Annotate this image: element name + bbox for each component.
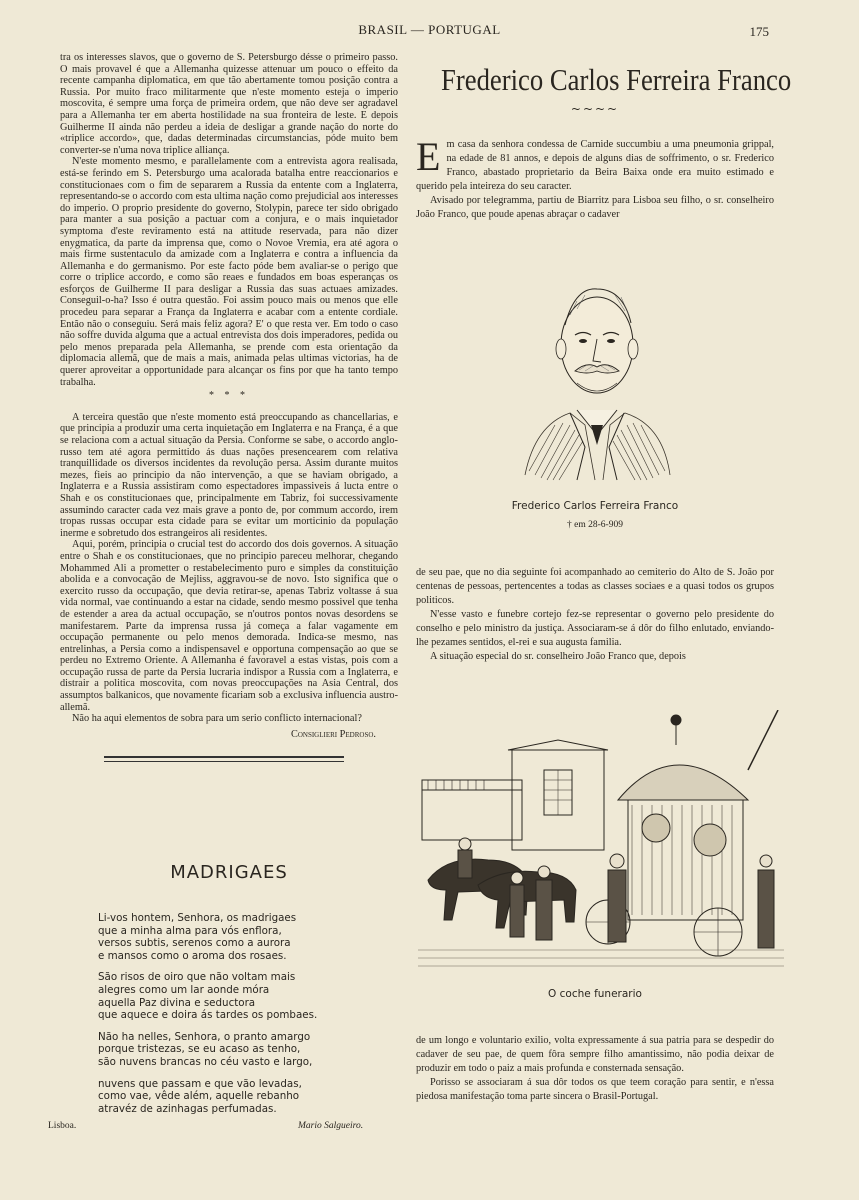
poem-line: como vae, vêde além, aquelle rebanho	[98, 1090, 300, 1103]
portrait-illustration	[515, 275, 680, 485]
poem-title: MADRIGAES	[170, 862, 288, 883]
poem-line: São risos de oiro que não voltam mais	[98, 971, 296, 984]
poem-stanza	[98, 971, 398, 1021]
poem-line: aquella Paz divina e seductora	[98, 996, 256, 1009]
article-paragraph: A terceira questão que n'este momento está preoccupando as chancellarias, e que principia a produzir uma certa inquietação em Inglaterra e na França, é a que se relaciona com a actual situação da Persia. Conforme se sabe, o accordo anglo-russo tem até agora permittido ás duas nações presencearem com relativa tranquillidade os diversos incidentes da revolução persa. Assim durante muitos mezes, fieis ao principio da não intervenção, a que se haviam obrigado, a Inglaterra e a Russia assistiram como espectadores impassiveis á lucta entre o Shah e os constitucionaes que, principalmente em Tabriz, foi successivamente assumindo caracter cada vez mais grave a ponto de, por commum accordo, irem tropas russas occupar esta cidade para se evitar um morticinio da população inerme e sobretudo dos estrangeiros ali residentes.	[60, 411, 398, 539]
article-paragraph: Não ha aqui elementos de sobra para um serio conflicto internacional?	[72, 713, 362, 725]
poem-author: Mario Salgueiro.	[298, 1121, 364, 1131]
poem-stanza	[98, 1031, 398, 1069]
portrait-caption: Frederico Carlos Ferreira Franco	[511, 500, 679, 512]
poem-line: versos subtis, serenos como a aurora	[98, 937, 291, 950]
poem-line: Li-vos hontem, Senhora, os madrigaes	[98, 912, 297, 924]
poem-line: alegres como um lar aonde móra	[98, 983, 270, 996]
divider-rule	[104, 761, 344, 762]
portrait-date: † em 28-6-909	[567, 520, 623, 530]
poem-line: que a minha alma para vós enflora,	[98, 924, 282, 937]
running-header: BRASIL — PORTUGAL	[358, 22, 501, 37]
title-ornament: ~~~~	[570, 102, 620, 116]
article-paragraph: de seu pae, que no dia seguinte foi acompanhado ao cemiterio do Alto de S. João por centenas de pessoas, pertencentes a todas as classes sociaes e a quasi todos os grupos politicos.	[416, 567, 774, 606]
right-column-article	[416, 52, 792, 222]
poem-line: e mansos como o aroma dos rosaes.	[98, 949, 287, 962]
article-title: Frederico Carlos Ferreira Franco	[441, 62, 792, 97]
article-paragraph: Avisado por telegramma, partiu de Biarritz para Lisboa seu filho, o sr. conselheiro João Franco, que poude apenas abraçar o cadaver	[416, 195, 774, 220]
poem-line: nuvens que passam e que vão levadas,	[98, 1077, 302, 1090]
poem-line: porque tristezas, se eu acaso as tenho,	[98, 1043, 301, 1056]
coach-caption: O coche funerario	[548, 988, 642, 1000]
poem	[98, 912, 398, 1124]
poem-line: Não ha nelles, Senhora, o pranto amargo	[98, 1030, 311, 1043]
poem-place: Lisboa.	[48, 1121, 77, 1131]
funeral-coach-engraving	[418, 710, 784, 972]
article-intro	[416, 134, 774, 222]
poem-line: são nuvens brancas no céu vasto e largo,	[98, 1055, 313, 1068]
portrait-engraving	[515, 275, 680, 485]
article-paragraph: m casa da senhora condessa de Carnide succumbiu a uma pneumonia grippal, na edade de 81 annos, e depois de alguns dias de soffrimento, o sr. Frederico Franco, abastado proprietario da Beira Baixa onde era muito estimado e querido pela inteireza do seu caracter.	[416, 139, 774, 192]
article-end	[416, 1034, 774, 1104]
section-separator: * * *	[209, 390, 249, 402]
left-column-article	[60, 52, 398, 762]
article-middle	[416, 566, 774, 664]
poem-line: que aquece e doira ás tardes os pombaes.	[98, 1009, 318, 1022]
article-paragraph: tra os interesses slavos, que o governo de S. Petersburgo désse o primeiro passo. O mais provavel é que a Allemanha quizesse attenuar um pouco o effeito da recente campanha diplomatica, em que tão abertamente tomou posição contra a Russia. Por muito fraco militarmente que n'este momento esteja o imperio moscovita, é sempre uma força de primeira ordem, que não deve ser agradavel para a Allemanha ter em aberta hostilidade na sua fronteira de leste. E depois Guilherme II ainda não perdeu a ideia de desligar a grande nação do norte do «triplice accordo», que, dadas determinadas circumstancias, póde muito bem converter-se n'uma nova triplice alliança.	[60, 52, 398, 156]
article-paragraph: N'este momento mesmo, e parallelamente com a entrevista agora realisada, está-se ferindo em S. Petersburgo uma acalorada batalha entre reaccionarios e constitucionaes com o fim de separarem a Russia da entente com a Inglaterra, representando-se o accordo com esta ultima nação como prejudicial aos interesses do imperio. O proprio presidente do governo, Stolypin, parece ter sido obrigado para manter a sua posição a pactuar com a conjura, e o mais inquietador symptoma d'este reviramento está na attitude reservada, para não dizer enygmatica, da parte da imprensa que, como o Novoe Vremia, era até agora o mais firme sustentaculo da amizade com a Inglaterra e contra a influencia da Allemanha e do germanismo. Por este facto póde bem avaliar-se o perigo que corre o triplice accordo, e como são reaes e fundados em boas esperanças os esforços de Guilherme II para desligar a Russia das suas actuaes amizades. Conseguil-o-ha? Isso é outra questão. Foi assim pouco mais ou menos que elle procedeu para separar a França da Inglaterra e acabar com a entente cordiale. Então não o conseguiu. Será mais feliz agora? E' o que resta ver. Em todo o caso não soffre duvida alguma que a actual entrevista dos dois imperadores, pedida ou pelo menos preparada pela Allemanha, se prende com esta orientação da diplomacia allemã, que de mais a mais, animada pelas ultimas victorias, ha de querer aproveitar a opportunidade para alcançar os fins por que ha tanto tempo trabalha.	[60, 156, 398, 388]
article-paragraph: de um longo e voluntario exilio, volta expressamente á sua patria para se despedir do cadaver de seu pae, de quem fôra sempre filho amantissimo, não podia deixar de produzir em todo o paiz a mais profunda e consternada sensação.	[416, 1035, 774, 1074]
page-number: 175	[749, 24, 769, 39]
coach-illustration	[418, 710, 784, 972]
poem-stanza	[98, 1078, 398, 1116]
article-paragraph: A situação especial do sr. conselheiro João Franco que, depois	[430, 651, 686, 662]
poem-stanza	[98, 912, 398, 962]
article-paragraph: Porisso se associaram á sua dôr todos os que teem coração para sentir, e n'essa piedosa manifestação toma parte sincera o Brasil-Portugal.	[416, 1077, 774, 1102]
article-paragraph: N'esse vasto e funebre cortejo fez-se representar o governo pelo presidente do conselho e pelo ministro da justiça. Associaram-se á dôr do filho enlutado, enviando-lhe pezames sentidos, el-rei e sua augusta familia.	[416, 609, 774, 648]
article-paragraph: Aqui, porém, principia o crucial test do accordo dos dois governos. A situação entre o Shah e os constitucionaes, que no principio pareceu melhorar, chegando Mohammed Ali a prometter o restabelecimento puro e simples da constituição abolida e a convocação de Mejliss, aggravou-se de novo. Isto significa que o exercito russo da occupação, que devia retirar-se, apenas Tabriz voltasse á sua vida normal, vae continuando a estar na cidade, sendo mesmo possivel que tenha de estender a area da actual occupação, se n'outros pontos novas desordens se manifestarem. Parte da imprensa russa já começa a falar vagamente em occupação permanente ou pelo menos demorada. Indica-se mesmo, nas entrelinhas, a Persia como a indispensavel e opportuna compensação ao que se perdeu no Extremo Oriente. A Allemanha é favoravel a estas vistas, pois com a occupação russa de parte da Persia lucraria indispor a Russia com a Inglaterra, e distrair a politica moscovita, com novas preoccupações na Asia Central, dos assumptos balkanicos, que novamente ficariam sob a exclusiva influencia austro-allemã.	[60, 539, 398, 713]
poem-line: atravéz de azinhagas perfumadas.	[98, 1102, 277, 1115]
divider-rule	[104, 756, 344, 758]
article-signature: Consiglieri Pedroso.	[290, 728, 376, 740]
drop-cap: E	[416, 134, 441, 179]
